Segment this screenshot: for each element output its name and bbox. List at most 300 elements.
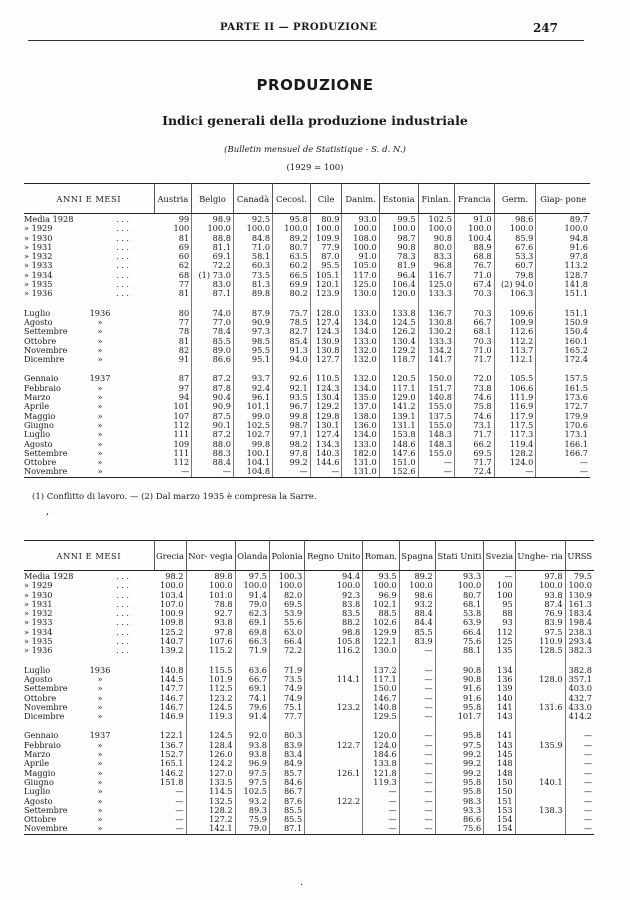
table-cell: — [154, 824, 186, 834]
table-cell: 83.4 [269, 750, 304, 759]
table-cell: 60.3 [233, 261, 272, 270]
table-cell: 93.8 [515, 591, 565, 600]
table-cell: 133.8 [379, 309, 418, 318]
table-cell: 93.2 [235, 797, 269, 806]
row-year: 1936 [89, 664, 111, 675]
row-year: » [97, 749, 103, 760]
table-cell: 83.8 [305, 600, 363, 609]
table-cell: 100.0 [454, 224, 494, 233]
column-header: Roman. [363, 541, 399, 571]
table-cell: 71.0 [454, 346, 494, 355]
row-year: » [86, 467, 114, 477]
table-cell: 137.5 [418, 412, 454, 421]
row-label: Giugno [24, 776, 54, 787]
table-cell: 99.8 [273, 412, 311, 421]
table-cell: 155.0 [418, 449, 454, 458]
table-cell: 100.0 [233, 224, 272, 233]
table-cell: 80.9 [310, 214, 342, 225]
table-cell: 128.4 [186, 741, 235, 750]
table-cell: 90.1 [192, 421, 234, 430]
table-cell: 153.8 [379, 430, 418, 439]
table-cell: 120.1 [310, 280, 342, 289]
row-dots [114, 806, 154, 815]
row-dots [114, 750, 154, 759]
row-dots [114, 327, 154, 336]
table-cell: 66.4 [269, 637, 304, 646]
table-cell: 101.1 [233, 402, 272, 411]
table-cell: 116.7 [418, 271, 454, 280]
table-cell: 141.2 [379, 402, 418, 411]
row-label: » 1936 [24, 288, 53, 299]
table-cell: 131.6 [515, 703, 565, 712]
table-cell: 83.5 [305, 609, 363, 618]
table-cell: 124.5 [186, 703, 235, 712]
table-subtitle: Indici generali della produzione industriale [162, 113, 468, 128]
table-cell: 130.8 [418, 318, 454, 327]
table-cell: 173.1 [564, 429, 588, 440]
table-cell: — [399, 815, 435, 824]
row-label: » 1932 [24, 608, 53, 619]
table-cell: 130.2 [418, 327, 454, 336]
table-cell: 105.5 [494, 374, 536, 383]
table-cell: 104.8 [233, 467, 272, 477]
table-cell: 151 [484, 797, 515, 806]
table-cell: 89.3 [235, 806, 269, 815]
table-cell: 71.0 [233, 243, 272, 252]
row-year [86, 234, 114, 243]
table-cell: 66.3 [235, 637, 269, 646]
table-cell: 76.7 [454, 261, 494, 270]
row-year [86, 214, 114, 225]
row-year: 1936 [89, 307, 111, 318]
table-cell: 80.0 [418, 243, 454, 252]
page-title: PRODUZIONE [256, 76, 374, 94]
table-cell: 112 [484, 628, 515, 637]
table-cell: 238.3 [568, 626, 592, 637]
table-cell: 109.9 [310, 234, 342, 243]
table-cell: 70.3 [454, 337, 494, 346]
table-cell: 87.8 [192, 384, 234, 393]
table-cell: 140.7 [154, 637, 186, 646]
row-dots [114, 430, 154, 439]
table-cell: 80 [154, 309, 192, 318]
table-cell: 67.4 [454, 280, 494, 289]
table-cell: 95.5 [233, 346, 272, 355]
table-cell: 100.0 [154, 581, 186, 590]
table-cell: — [399, 694, 435, 703]
table-cell: — [399, 703, 435, 712]
row-label: Gennaio [24, 373, 59, 384]
table-cell: — [154, 797, 186, 806]
row-dots [114, 731, 154, 740]
table-cell: 102.7 [233, 430, 272, 439]
row-label: Agosto [24, 795, 53, 806]
table-cell: 124.0 [494, 458, 536, 467]
table-cell: 128.2 [494, 449, 536, 458]
table-cell: 83.0 [192, 280, 234, 289]
table-cell: — [154, 806, 186, 815]
table-cell: 83.9 [399, 637, 435, 646]
table-cell: 77 [154, 280, 192, 289]
table-cell: 69.5 [269, 600, 304, 609]
table-cell: 93.5 [363, 571, 399, 582]
table-cell: 432.7 [568, 692, 592, 703]
row-label: Ottobre [24, 814, 57, 825]
row-label: » 1933 [24, 260, 53, 271]
table-cell: 97.3 [233, 327, 272, 336]
row-label: Settembre [24, 804, 68, 815]
table-cell: 124.5 [379, 318, 418, 327]
table-cell: 130.8 [310, 346, 342, 355]
row-dots: . . . [116, 232, 130, 243]
table-cell: 110.5 [310, 374, 342, 383]
table-cell: 134.0 [342, 430, 379, 439]
row-label: Ottobre [24, 692, 57, 703]
table-cell: 100.0 [273, 224, 311, 233]
table-cell: 132.0 [342, 346, 379, 355]
row-dots [114, 384, 154, 393]
row-year [86, 243, 114, 252]
row-year: » [97, 814, 103, 825]
table-cell: 146.7 [363, 694, 399, 703]
table-cell: 100.0 [568, 580, 592, 591]
table-cell [305, 712, 363, 721]
table-cell: 93.5 [273, 393, 311, 402]
table-cell: 128.0 [310, 309, 342, 318]
row-dots [114, 759, 154, 768]
table-cell: 130.9 [310, 337, 342, 346]
table-cell: 70.3 [454, 309, 494, 318]
table-cell: 100.0 [515, 581, 565, 590]
table-cell: 150.0 [363, 684, 399, 693]
column-header: Svezia [484, 541, 515, 571]
table-cell: 98.7 [273, 421, 311, 430]
table-cell: 102.6 [363, 618, 399, 627]
table-cell: 79.8 [494, 271, 536, 280]
table-cell: 77.0 [192, 318, 234, 327]
column-header-period: ANNI E MESI [24, 184, 154, 214]
table-cell: 95.8 [435, 703, 483, 712]
table-cell: 140 [484, 694, 515, 703]
table-cell: 100.0 [310, 224, 342, 233]
table-cell: 100.0 [435, 581, 483, 590]
row-dots [114, 440, 154, 449]
table-cell: 154 [484, 815, 515, 824]
table-cell: 88.4 [192, 458, 234, 467]
table-cell: 148 [484, 769, 515, 778]
table-cell: 155.0 [418, 421, 454, 430]
table-cell: 83.9 [269, 741, 304, 750]
row-year: » [97, 410, 103, 421]
row-label: » 1929 [24, 580, 53, 591]
table-cell: 74.1 [235, 694, 269, 703]
table-cell: 95.8 [435, 731, 483, 740]
column-header: Germ. [494, 184, 536, 214]
table-cell: 94.8 [569, 232, 588, 243]
table-cell: 133.5 [186, 778, 235, 787]
table-cell: (1) 73.0 [192, 271, 234, 280]
table-cell: 92.6 [273, 374, 311, 383]
row-dots [114, 712, 154, 721]
table-cell: 165.2 [564, 344, 588, 355]
table-cell: 97.8 [569, 251, 588, 262]
row-year [86, 224, 114, 233]
table-cell: 116.9 [494, 402, 536, 411]
table-cell: 161.5 [564, 382, 588, 393]
table-cell: — [399, 769, 435, 778]
row-label: Novembre [24, 344, 68, 355]
row-dots [114, 675, 154, 684]
table-cell: 76.9 [515, 609, 565, 618]
table-cell: 91.4 [235, 591, 269, 600]
table-cell: 81 [154, 337, 192, 346]
table-cell: 133.0 [342, 309, 379, 318]
table-cell: 131.0 [342, 458, 379, 467]
table-cell: 100.0 [564, 223, 588, 234]
table-cell: 69.5 [454, 449, 494, 458]
table-cell: 89.7 [569, 214, 588, 224]
table-cell: 68.1 [435, 600, 483, 609]
table-cell: 91.6 [435, 684, 483, 693]
table-cell: 139 [484, 684, 515, 693]
table-cell: 92.7 [186, 609, 235, 618]
row-label: » 1936 [24, 645, 53, 656]
row-year: » [97, 401, 103, 412]
table-cell: 81.3 [233, 280, 272, 289]
table-cell: 114.5 [186, 787, 235, 796]
row-year [86, 646, 114, 655]
table-cell: 82.0 [269, 591, 304, 600]
table-cell: 96.7 [273, 402, 311, 411]
table-cell: 93.7 [233, 374, 272, 383]
table-cell: 92.5 [233, 214, 272, 225]
table-cell: — [583, 739, 592, 750]
row-dots [114, 402, 154, 411]
table-cell: 172.7 [564, 401, 588, 412]
row-label: » 1934 [24, 626, 53, 637]
table-cell [515, 684, 565, 693]
table-cell: 151.1 [564, 288, 588, 299]
table-cell: 86.7 [269, 787, 304, 796]
table-cell: 122.2 [305, 797, 363, 806]
table-cell: 99.0 [233, 412, 272, 421]
table-cell: 77.9 [310, 243, 342, 252]
table-cell: 136.0 [342, 421, 379, 430]
row-label: Agosto [24, 673, 53, 684]
table-cell: 140.8 [363, 703, 399, 712]
table-cell: 112.1 [494, 355, 536, 364]
table-cell: 69.8 [235, 628, 269, 637]
table-cell: 136.7 [154, 741, 186, 750]
row-dots: . . . [116, 214, 130, 224]
table-cell: 96.8 [418, 261, 454, 270]
table-cell: 66.7 [235, 675, 269, 684]
row-year: » [97, 804, 103, 815]
table-cell: 63.0 [269, 628, 304, 637]
row-label: » 1931 [24, 598, 53, 609]
table-cell: 119.3 [363, 778, 399, 787]
row-label: Maggio [24, 410, 56, 421]
row-label: Maggio [24, 767, 56, 778]
table-cell: 58.1 [233, 252, 272, 261]
table-cell [305, 750, 363, 759]
table-cell: 85.5 [399, 628, 435, 637]
table-cell: 112.5 [186, 684, 235, 693]
table-cell: 128.0 [515, 675, 565, 684]
table-cell: 88.3 [192, 449, 234, 458]
row-label: Febbraio [24, 739, 61, 750]
table-cell: 83.3 [418, 252, 454, 261]
row-dots: . . . [116, 288, 130, 299]
table-cell: 114.1 [305, 675, 363, 684]
row-year: » [97, 758, 103, 769]
column-header: URSS [565, 541, 594, 571]
table-cell: 165.1 [154, 759, 186, 768]
table-cell: 97.5 [435, 741, 483, 750]
table-cell: 100.3 [269, 571, 304, 582]
table-cell: 133.3 [418, 289, 454, 298]
table-cell: 148.3 [418, 430, 454, 439]
table-cell: 122.1 [154, 731, 186, 740]
table-cell: — [399, 759, 435, 768]
row-label: Ottobre [24, 335, 57, 346]
table-cell [515, 824, 565, 834]
table-cell: 87 [154, 374, 192, 383]
table-cell: 134.0 [342, 384, 379, 393]
table-cell: 106.6 [494, 384, 536, 393]
table-cell: 73.8 [454, 384, 494, 393]
table-cell: 87.1 [269, 824, 304, 834]
table-cell: — [583, 758, 592, 769]
table-cell: 75.6 [435, 637, 483, 646]
table-cell: 112 [154, 458, 192, 467]
table-cell: 100.0 [363, 581, 399, 590]
table-cell: 90.9 [192, 402, 234, 411]
table-cell: 69.9 [273, 280, 311, 289]
header-rule [28, 40, 584, 41]
table-cell: 77.7 [269, 712, 304, 721]
table-cell: 89.8 [233, 289, 272, 298]
table-row [24, 646, 594, 655]
row-label: Giugno [24, 419, 54, 430]
table-cell: 151.0 [379, 458, 418, 467]
table-cell: 87.4 [515, 600, 565, 609]
table-cell: 122.1 [363, 637, 399, 646]
table-cell: — [154, 787, 186, 796]
table-cell: 111 [154, 449, 192, 458]
table-cell: — [583, 776, 592, 787]
table-cell: 117.3 [494, 430, 536, 439]
table-cell: 152.7 [154, 750, 186, 759]
table-cell: 146.7 [154, 703, 186, 712]
table-cell: — [192, 467, 234, 477]
row-label: » 1935 [24, 279, 53, 290]
row-year: » [97, 438, 103, 449]
table-cell: 86.6 [192, 355, 234, 364]
row-dots [114, 421, 154, 430]
table-cell: 79.0 [235, 600, 269, 609]
table-cell: 96.1 [233, 393, 272, 402]
table-cell: 90.8 [435, 666, 483, 675]
table-cell: 80.3 [269, 731, 304, 740]
running-header [0, 22, 630, 40]
row-dots [114, 449, 154, 458]
table-cell: 113.2 [564, 260, 588, 271]
row-year [86, 618, 114, 627]
table-cell: 99 [154, 214, 192, 225]
row-year: » [97, 457, 103, 468]
row-label: Novembre [24, 824, 86, 834]
table-cell: 86.6 [435, 815, 483, 824]
table-cell: — [484, 571, 515, 582]
row-dots: . . . [116, 580, 130, 591]
row-dots [114, 741, 154, 750]
table-cell: 98.8 [305, 628, 363, 637]
table-cell: 80.7 [435, 591, 483, 600]
table-cell: 87.5 [192, 412, 234, 421]
table-cell: 106.3 [494, 289, 536, 298]
table-cell: 113.7 [494, 346, 536, 355]
table-cell: 152.6 [379, 467, 418, 477]
table-cell: 137.2 [363, 666, 399, 675]
table-cell: 66.4 [435, 628, 483, 637]
table-cell: 98.2 [273, 440, 311, 449]
table-cell: 110.9 [515, 637, 565, 646]
table-cell: 133.3 [418, 337, 454, 346]
table-cell: 140.8 [154, 666, 186, 675]
row-label: Luglio [24, 307, 51, 318]
row-year [86, 252, 114, 261]
table-cell: 87.2 [192, 430, 234, 439]
row-label: Dicembre [24, 711, 65, 722]
row-year: » [97, 776, 103, 787]
table-cell: 63.9 [435, 618, 483, 627]
footnotes: (1) Conflitto di lavoro. — (2) Dal marzo 1935 è compresa la Sarre. [32, 492, 317, 502]
table-cell: 154 [484, 824, 515, 834]
table-cell: 100.0 [342, 224, 379, 233]
row-label: » 1932 [24, 251, 53, 262]
table-cell: 85.7 [269, 769, 304, 778]
table-cell: 125.2 [154, 628, 186, 637]
table-cell: 74.6 [454, 412, 494, 421]
table-cell: 153 [484, 806, 515, 815]
table-cell: 182.0 [342, 449, 379, 458]
table-cell: 150 [484, 778, 515, 787]
row-year [86, 581, 114, 590]
table-cell: 101.9 [186, 675, 235, 684]
table-cell: 134.2 [418, 346, 454, 355]
table-cell: 128.7 [564, 269, 588, 280]
column-header: Polonia [269, 541, 304, 571]
table-cell: 116.2 [305, 646, 363, 655]
table-cell: 130.0 [363, 646, 399, 655]
table-cell: — [399, 712, 435, 721]
table-cell: 97.8 [515, 571, 565, 582]
table-cell: 151.8 [154, 778, 186, 787]
table-cell: 148.6 [379, 440, 418, 449]
table-cell [515, 815, 565, 824]
table-cell: 123.2 [186, 694, 235, 703]
table-cell: 98.6 [399, 591, 435, 600]
row-year: » [97, 326, 103, 337]
row-year: » [97, 316, 103, 327]
row-label: Agosto [24, 316, 53, 327]
table-cell: 183.4 [568, 608, 592, 619]
table-cell: 141 [484, 731, 515, 740]
table-cell: — [273, 467, 311, 477]
table-cell: 89.8 [186, 571, 235, 582]
table-cell: 107.6 [186, 637, 235, 646]
